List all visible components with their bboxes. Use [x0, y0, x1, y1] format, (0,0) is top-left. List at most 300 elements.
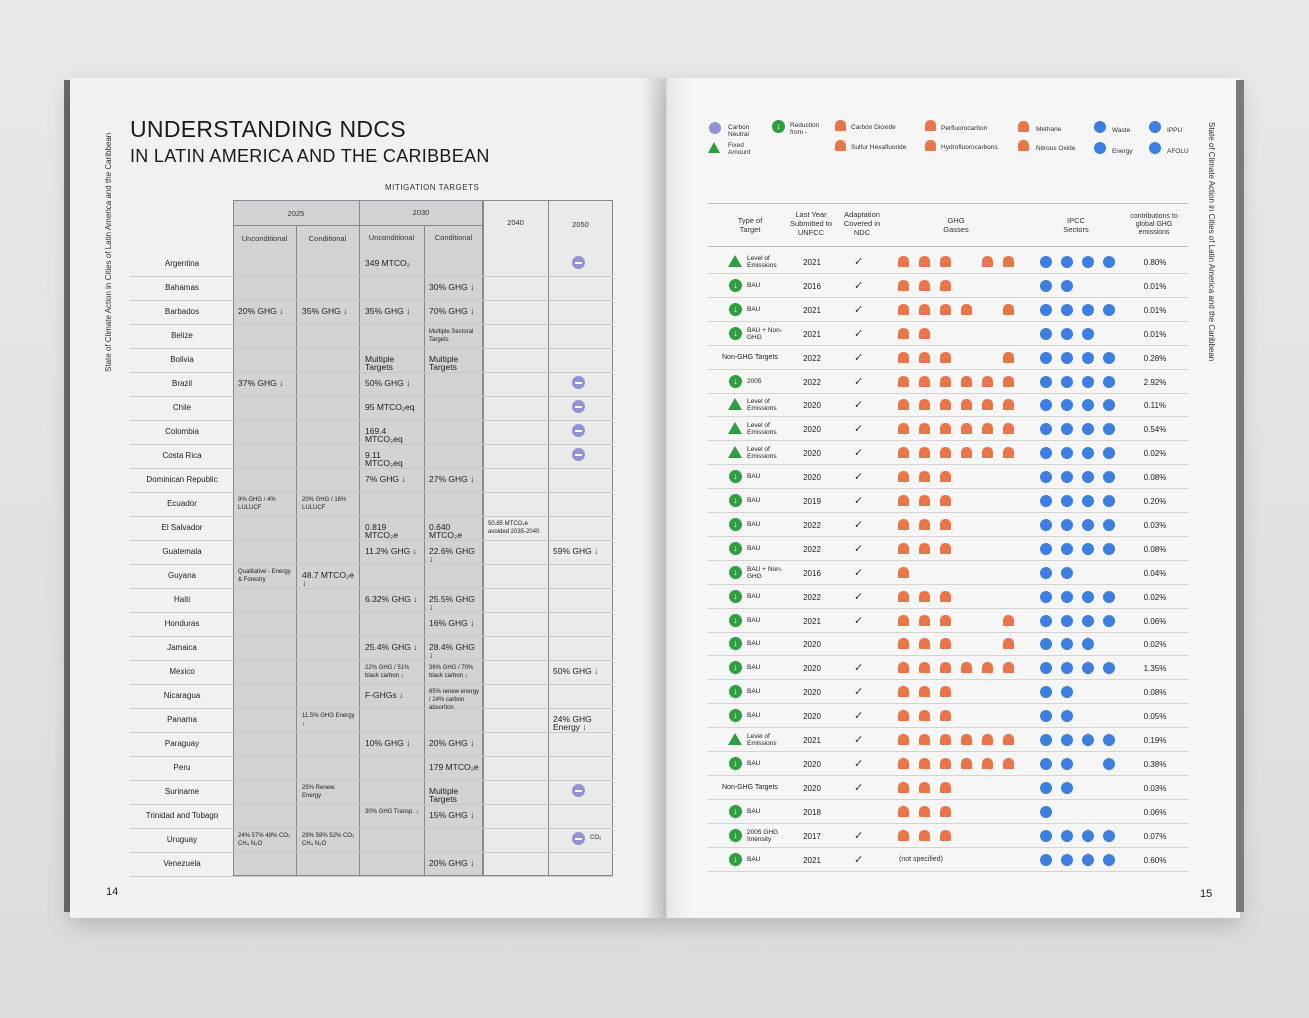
target-cell: 65% renew energy / 24% carbon absortion [429, 689, 480, 711]
adaptation-check: ✓ [854, 615, 864, 627]
ghg-gas-icon [919, 615, 930, 626]
ghg-gas-icon [898, 495, 909, 506]
legend-ch4: Methane [1036, 126, 1062, 133]
ghg-gas-icon [961, 734, 972, 745]
afolu-icon [1149, 142, 1161, 154]
ipcc-sector-icon [1082, 830, 1094, 842]
row-divider [708, 799, 1188, 800]
reduction-icon: ↓ [772, 120, 785, 133]
country-name: Honduras [164, 619, 200, 628]
ipcc-sector-icon [1061, 638, 1073, 650]
ipcc-sector-icon [1061, 854, 1073, 866]
ghg-gas-icon [961, 376, 972, 387]
sf6-icon [835, 140, 846, 151]
legend-afolu: AFOLU [1167, 148, 1189, 155]
ipcc-sector-icon [1103, 830, 1115, 842]
ghg-gas-icon [982, 734, 993, 745]
country-name: Belize [171, 331, 193, 340]
ghg-gas-icon [919, 399, 930, 410]
ghg-gas-icon [1003, 376, 1014, 387]
ghg-gas-icon [898, 447, 909, 458]
ghg-gas-icon [982, 423, 993, 434]
ghg-gas-icon [940, 256, 951, 267]
ipcc-sector-icon [1061, 782, 1073, 794]
reduction-icon: ↓ [729, 853, 742, 866]
ipcc-sector-icon [1103, 591, 1115, 603]
ippu-icon [1149, 121, 1161, 133]
ipcc-sector-icon [1082, 495, 1094, 507]
table-row-divider [130, 804, 613, 805]
ghg-gas-icon [940, 543, 951, 554]
ghg-gas-icon [898, 830, 909, 841]
table-row-divider [130, 780, 613, 781]
ipcc-sector-icon [1082, 638, 1094, 650]
row-divider [708, 584, 1188, 585]
target-cell: 9.11 MTCO₂eq [365, 450, 403, 468]
ghg-gas-icon [940, 280, 951, 291]
ipcc-sector-icon [1061, 710, 1073, 722]
reduction-icon: ↓ [729, 327, 742, 340]
row-divider [708, 393, 1188, 394]
adaptation-check: ✓ [854, 328, 864, 340]
reduction-icon: ↓ [729, 470, 742, 483]
target-type: Non-GHG Targets [722, 784, 778, 791]
adaptation-check: ✓ [854, 567, 864, 579]
emissions-contribution: 0.01% [1143, 330, 1167, 339]
table-row-divider [130, 828, 613, 829]
ghg-gas-icon [1003, 423, 1014, 434]
target-cell: 37% GHG ↓ [238, 378, 284, 388]
ghg-gas-icon [898, 471, 909, 482]
ghg-gas-icon [961, 423, 972, 434]
header-ipcc-sectors: IPCC Sectors [1063, 216, 1089, 234]
target-type: 2005 GHG Intensity [747, 829, 779, 843]
fixed-amount-icon [728, 422, 742, 434]
ipcc-sector-icon [1082, 615, 1094, 627]
table-row-divider [130, 396, 613, 397]
ghg-gas-icon [940, 495, 951, 506]
table-row-divider [130, 588, 613, 589]
ipcc-sector-icon [1061, 734, 1073, 746]
ghg-gas-icon [940, 471, 951, 482]
ghg-gas-icon [919, 304, 930, 315]
ipcc-sector-icon [1040, 567, 1052, 579]
waste-icon [1094, 121, 1106, 133]
ghg-gas-icon [940, 615, 951, 626]
ghg-gas-icon [919, 591, 930, 602]
target-type: BAU + Non-GHG [747, 327, 782, 341]
last-year-submitted: 2020 [803, 712, 821, 721]
ghg-gas-icon [898, 519, 909, 530]
ghg-gas-icon [940, 519, 951, 530]
left-page-number: 14 [106, 886, 119, 898]
energy-icon [1094, 142, 1106, 154]
target-type: Level of Emissions [747, 422, 777, 436]
last-year-submitted: 2017 [803, 832, 821, 841]
legend-waste: Waste [1112, 127, 1131, 134]
ipcc-sector-icon [1061, 304, 1073, 316]
ghg-gas-icon [1003, 734, 1014, 745]
emissions-contribution: 0.05% [1143, 712, 1167, 721]
country-name: Chile [172, 403, 192, 412]
adaptation-check: ✓ [854, 352, 864, 364]
table-row-divider [130, 444, 613, 445]
ghg-gas-icon [1003, 638, 1014, 649]
ipcc-sector-icon [1040, 280, 1052, 292]
country-name: Ecuador [167, 499, 197, 508]
country-name: Panama [167, 715, 197, 724]
target-type: BAU [747, 712, 761, 719]
ipcc-sector-icon [1061, 399, 1073, 411]
table-row-divider [130, 516, 613, 517]
ghg-gas-icon [898, 376, 909, 387]
ghg-gas-icon [1003, 758, 1014, 769]
reduction-icon: ↓ [729, 375, 742, 388]
ipcc-sector-icon [1082, 447, 1094, 459]
target-type: Level of Emissions [747, 733, 777, 747]
row-divider [708, 608, 1188, 609]
target-type: BAU [747, 640, 761, 647]
carbon-neutral-icon [572, 448, 585, 461]
row-divider [708, 369, 1188, 370]
last-year-submitted: 2020 [803, 401, 821, 410]
ipcc-sector-icon [1103, 423, 1115, 435]
emissions-contribution: 0.38% [1143, 760, 1167, 769]
ghg-gas-icon [919, 830, 930, 841]
ipcc-sector-icon [1040, 615, 1052, 627]
adaptation-check: ✓ [854, 376, 864, 388]
reduction-icon: ↓ [729, 279, 742, 292]
row-divider [708, 464, 1188, 465]
adaptation-check: ✓ [854, 447, 864, 459]
target-cell: 35% GHG ↓ [302, 306, 348, 316]
ghg-gas-icon [898, 399, 909, 410]
ipcc-sector-icon [1061, 423, 1073, 435]
row-divider [708, 847, 1188, 848]
emissions-contribution: 0.20% [1143, 497, 1167, 506]
ghg-gas-icon [940, 352, 951, 363]
ghg-gas-icon [940, 758, 951, 769]
right-page-number: 15 [1200, 888, 1213, 900]
country-name: Guatemala [162, 547, 202, 556]
ghg-gas-icon [919, 638, 930, 649]
ipcc-sector-icon [1040, 352, 1052, 364]
ghg-gas-icon [898, 591, 909, 602]
target-cell: 20% GHG ↓ [429, 858, 475, 868]
fixed-amount-icon [728, 446, 742, 458]
reduction-icon: ↓ [729, 303, 742, 316]
fixed-amount-icon [728, 733, 742, 745]
ghg-gas-icon [982, 758, 993, 769]
target-type: BAU [747, 856, 761, 863]
target-cell: 22.6% GHG ↓ [429, 546, 475, 564]
emissions-contribution: 0.80% [1143, 258, 1167, 267]
ghg-gas-icon [940, 591, 951, 602]
ghg-gas-icon [1003, 256, 1014, 267]
header-2025-unconditional: Unconditional [241, 234, 288, 243]
target-type: BAU [747, 473, 761, 480]
ghg-gas-icon [940, 447, 951, 458]
last-year-submitted: 2022 [803, 521, 821, 530]
header-adaptation: Adaptation Covered in NDC [843, 210, 881, 237]
ipcc-sector-icon [1082, 399, 1094, 411]
ipcc-sector-icon [1040, 830, 1052, 842]
row-divider [708, 488, 1188, 489]
target-cell: Multiple Targets [365, 354, 395, 372]
target-cell: 50.85 MTCO₂e avoided 2035-2040 [488, 521, 540, 535]
ghg-gas-icon [940, 686, 951, 697]
last-year-submitted: 2018 [803, 808, 821, 817]
ghg-gas-icon [898, 256, 909, 267]
target-type: BAU [747, 282, 761, 289]
ipcc-sector-icon [1103, 543, 1115, 555]
ipcc-sector-icon [1040, 304, 1052, 316]
ghg-gas-icon [940, 376, 951, 387]
target-cell: Multiple Targets [429, 786, 459, 804]
target-cell: 25.4% GHG ↓ [365, 642, 418, 652]
ghg-gas-icon [898, 423, 909, 434]
legend-energy: Energy [1112, 148, 1133, 155]
gases-not-specified: (not specified) [899, 856, 943, 863]
ghg-gas-icon [898, 280, 909, 291]
ghg-gas-icon [940, 423, 951, 434]
legend-carbon-neutral: Carbon Neutral [728, 124, 750, 138]
adaptation-check: ✓ [854, 591, 864, 603]
reduction-icon: ↓ [729, 661, 742, 674]
country-name: Bolivia [170, 355, 194, 364]
ipcc-sector-icon [1061, 495, 1073, 507]
last-year-submitted: 2020 [803, 473, 821, 482]
country-name: Trinidad and Tobago [145, 811, 219, 820]
ghg-gas-icon [898, 304, 909, 315]
ghg-gas-icon [919, 662, 930, 673]
last-year-submitted: 2021 [803, 736, 821, 745]
table-row-divider [130, 684, 613, 685]
adaptation-check: ✓ [854, 280, 864, 292]
country-name: Haiti [173, 595, 190, 604]
target-cell: 11.2% GHG ↓ [365, 546, 417, 556]
ghg-gas-icon [898, 638, 909, 649]
emissions-contribution: 0.06% [1143, 617, 1167, 626]
table-row-divider [130, 732, 613, 733]
carbon-neutral-icon [572, 376, 585, 389]
table-row-divider [130, 468, 613, 469]
reduction-icon: ↓ [729, 685, 742, 698]
row-divider [708, 273, 1188, 274]
n2o-icon [1018, 140, 1029, 151]
ipcc-sector-icon [1082, 423, 1094, 435]
target-cell: 27% GHG ↓ [429, 474, 475, 484]
row-divider [708, 871, 1188, 872]
ghg-gas-icon [898, 662, 909, 673]
ghg-gas-icon [982, 447, 993, 458]
ipcc-sector-icon [1061, 376, 1073, 388]
last-year-submitted: 2022 [803, 354, 821, 363]
country-name: Uruguay [166, 835, 198, 844]
ipcc-sector-icon [1103, 256, 1115, 268]
country-name: Barbados [164, 307, 200, 316]
last-year-submitted: 2020 [803, 784, 821, 793]
ipcc-sector-icon [1103, 471, 1115, 483]
reduction-icon: ↓ [729, 566, 742, 579]
header-2050: 2050 [572, 220, 589, 229]
ghg-gas-icon [919, 782, 930, 793]
reduction-icon: ↓ [729, 709, 742, 722]
target-cell: 30% GHG ↓ [429, 282, 475, 292]
ghg-gas-icon [898, 352, 909, 363]
last-year-submitted: 2021 [803, 617, 821, 626]
ghg-gas-icon [961, 662, 972, 673]
adaptation-check: ✓ [854, 782, 864, 794]
emissions-contribution: 0.01% [1143, 282, 1167, 291]
ipcc-sector-icon [1061, 543, 1073, 555]
ghg-gas-icon [919, 519, 930, 530]
carbon-neutral-icon [572, 256, 585, 269]
country-name: Bahamas [165, 283, 199, 292]
ipcc-sector-icon [1040, 543, 1052, 555]
header-2030: 2030 [412, 208, 430, 217]
adaptation-check: ✓ [854, 399, 864, 411]
emissions-contribution: 0.08% [1143, 688, 1167, 697]
ghg-gas-icon [940, 806, 951, 817]
legend-reduction-from: Reduction from - [790, 122, 820, 136]
row-divider [708, 679, 1188, 680]
left-side-text: State of Climate Action in Cities of Latin America and the Caribbean [104, 132, 113, 372]
fixed-amount-icon [708, 142, 720, 153]
fixed-amount-icon [728, 255, 742, 267]
ipcc-sector-icon [1061, 662, 1073, 674]
reduction-icon: ↓ [729, 637, 742, 650]
ipcc-sector-icon [1061, 567, 1073, 579]
header-last-year: Last Year Submitted to UNFCC [789, 210, 833, 237]
legend-sf6: Sulfur Hexafluoride [851, 144, 907, 151]
target-cell: 0.819 MTCO₂e [365, 522, 399, 540]
table-row-divider [130, 660, 613, 661]
country-name: Dominican Republic [146, 475, 218, 484]
row-divider [708, 823, 1188, 824]
ghg-gas-icon [919, 328, 930, 339]
adaptation-check: ✓ [854, 758, 864, 770]
ipcc-sector-icon [1040, 662, 1052, 674]
last-year-submitted: 2022 [803, 378, 821, 387]
adaptation-check: ✓ [854, 662, 864, 674]
reduction-icon: ↓ [729, 542, 742, 555]
target-cell: Qualitative - Energy & Forestry [238, 569, 291, 583]
country-name: Colombia [165, 427, 199, 436]
target-cell: 7% GHG ↓ [365, 474, 406, 484]
reduction-icon: ↓ [729, 614, 742, 627]
ghg-gas-icon [898, 328, 909, 339]
hfc-icon [925, 140, 936, 151]
ipcc-sector-icon [1082, 256, 1094, 268]
row-divider [708, 560, 1188, 561]
last-year-submitted: 2020 [803, 664, 821, 673]
ghg-gas-icon [982, 399, 993, 410]
table-row-divider [130, 276, 613, 277]
mitigation-targets-title: MITIGATION TARGETS [385, 183, 480, 192]
ipcc-sector-icon [1061, 280, 1073, 292]
ipcc-sector-icon [1040, 519, 1052, 531]
carbon-neutral-icon [572, 784, 585, 797]
country-name: Costa Rica [162, 451, 202, 460]
ipcc-sector-icon [1103, 519, 1115, 531]
ipcc-sector-icon [1082, 352, 1094, 364]
table-row-divider [130, 324, 613, 325]
emissions-contribution: 1.35% [1143, 664, 1167, 673]
legend-co2: Carbon Dioxide [851, 124, 896, 131]
ipcc-sector-icon [1082, 519, 1094, 531]
target-type: Level of Emissions [747, 398, 777, 412]
emissions-contribution: 0.19% [1143, 736, 1167, 745]
table-row-divider [130, 876, 613, 877]
ipcc-sector-icon [1082, 304, 1094, 316]
header-contributions: contributions to global GHG emissions [1130, 213, 1178, 236]
target-cell: 11.5% GHG Energy ↓ [302, 713, 355, 727]
ipcc-sector-icon [1040, 734, 1052, 746]
target-cell: 0.640 MTCO₂e [429, 522, 463, 540]
country-name: Paraguay [164, 739, 200, 748]
table-row-divider [130, 420, 613, 421]
ipcc-sector-icon [1061, 471, 1073, 483]
adaptation-check: ✓ [854, 423, 864, 435]
fixed-amount-icon [728, 398, 742, 410]
ghg-gas-icon [898, 686, 909, 697]
ipcc-sector-icon [1103, 376, 1115, 388]
target-cell: 59% GHG ↓ [553, 546, 599, 556]
ghg-gas-icon [940, 399, 951, 410]
row-divider [708, 321, 1188, 322]
reduction-icon: ↓ [729, 494, 742, 507]
target-type: Non-GHG Targets [722, 354, 778, 361]
legend-n2o: Nitrous Oxide [1036, 145, 1076, 152]
ipcc-sector-icon [1082, 734, 1094, 746]
ghg-gas-icon [940, 782, 951, 793]
ipcc-sector-icon [1061, 256, 1073, 268]
target-cell: 20% GHG ↓ [238, 306, 284, 316]
ghg-gas-icon [919, 686, 930, 697]
ipcc-sector-icon [1040, 806, 1052, 818]
ghg-gas-icon [1003, 352, 1014, 363]
ipcc-sector-icon [1061, 519, 1073, 531]
table-row-divider [130, 636, 613, 637]
target-cell: Multiple Targets [429, 354, 459, 372]
emissions-contribution: 0.11% [1143, 401, 1167, 410]
target-type: Level of Emissions [747, 446, 777, 460]
header-2030-conditional: Conditional [434, 233, 473, 242]
header-2025-conditional: Conditional [308, 234, 347, 243]
ghg-gas-icon [898, 615, 909, 626]
emissions-contribution: 0.08% [1143, 473, 1167, 482]
target-cell: 50% GHG ↓ [365, 378, 411, 388]
ghg-gas-icon [919, 734, 930, 745]
carbon-neutral-icon [572, 424, 585, 437]
ghg-gas-icon [919, 280, 930, 291]
emissions-contribution: 0.04% [1143, 569, 1167, 578]
reduction-icon: ↓ [729, 805, 742, 818]
ipcc-sector-icon [1040, 376, 1052, 388]
ghg-gas-icon [919, 376, 930, 387]
ghg-gas-icon [961, 758, 972, 769]
target-cell: 25.5% GHG ↓ [429, 594, 475, 612]
carbon-neutral-icon [709, 122, 721, 134]
emissions-contribution: 2.92% [1143, 378, 1167, 387]
target-cell: 16% GHG ↓ [429, 618, 475, 628]
row-divider [708, 536, 1188, 537]
ipcc-sector-icon [1061, 758, 1073, 770]
row-divider [708, 775, 1188, 776]
reduction-icon: ↓ [729, 757, 742, 770]
country-name: Mexico [169, 667, 195, 676]
